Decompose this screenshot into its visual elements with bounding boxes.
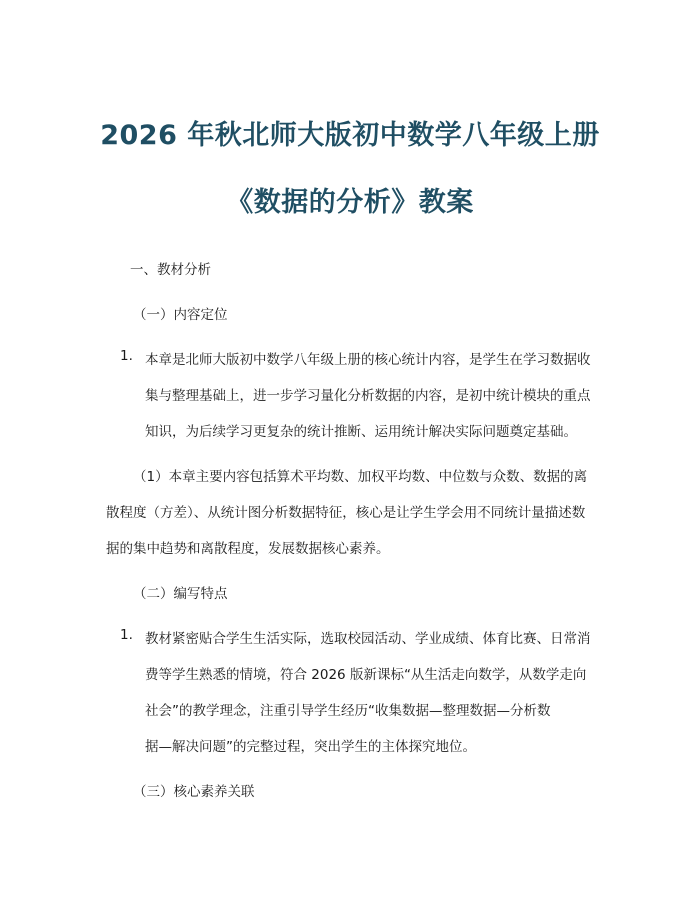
list-item-line: 集与整理基础上，进一步学习量化分析数据的内容，是初中统计模块的重点 xyxy=(145,388,591,404)
subsection-heading-writing-features: （二）编写特点 xyxy=(133,586,228,602)
list-item-line: 知识，为后续学习更复杂的统计推断、运用统计解决实际问题奠定基础。 xyxy=(145,424,577,440)
list-item-line: 据—解决问题”的完整过程，突出学生的主体探究地位。 xyxy=(145,739,476,755)
list-item-number: 1. xyxy=(120,348,133,364)
subsection-heading-core-literacy: （三）核心素养关联 xyxy=(133,784,255,800)
paragraph-line: （1）本章主要内容包括算术平均数、加权平均数、中位数与众数、数据的离 xyxy=(133,469,588,485)
section-heading-textbook-analysis: 一、教材分析 xyxy=(130,262,211,278)
document-title-line-2: 《数据的分析》教案 xyxy=(226,187,474,218)
list-item-line: 社会”的教学理念，注重引导学生经历“收集数据—整理数据—分析数 xyxy=(145,703,551,719)
document-title-line-1: 2026 年秋北师大版初中数学八年级上册 xyxy=(100,120,600,151)
list-item-number: 1. xyxy=(120,627,133,643)
list-item-line: 本章是北师大版初中数学八年级上册的核心统计内容，是学生在学习数据收 xyxy=(145,352,591,368)
paragraph-line: 据的集中趋势和离散程度，发展数据核心素养。 xyxy=(106,541,390,557)
list-item-line: 费等学生熟悉的情境，符合 2026 版新课标“从生活走向数学，从数学走向 xyxy=(145,667,587,683)
list-item-line: 教材紧密贴合学生生活实际，选取校园活动、学业成绩、体育比赛、日常消 xyxy=(145,631,591,647)
paragraph-line: 散程度（方差）、从统计图分析数据特征，核心是让学生学会用不同统计量描述数 xyxy=(106,505,586,521)
subsection-heading-content-positioning: （一）内容定位 xyxy=(133,307,228,323)
